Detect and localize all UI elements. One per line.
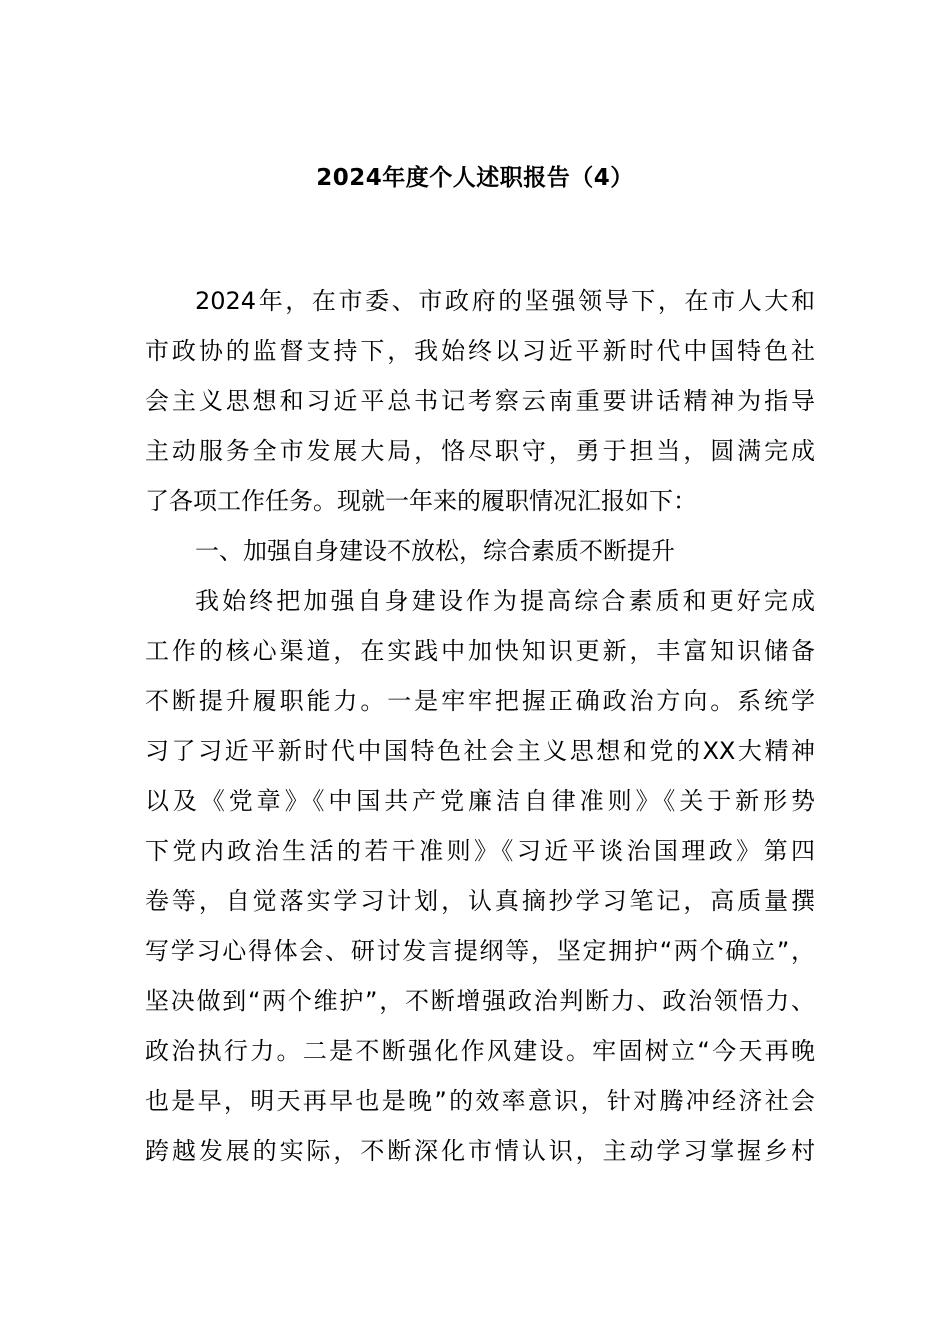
paragraph-line: 主动服务全市发展大局，恪尽职守，勇于担当，圆满完成 xyxy=(145,437,815,465)
paragraph-line: 下党内政治生活的若干准则》《习近平谈治国理政》第四 xyxy=(145,837,815,865)
paragraph-line: 坚决做到“两个维护”，不断增强政治判断力、政治领悟力、 xyxy=(145,987,815,1015)
paragraph-line: 不断提升履职能力。一是牢牢把握正确政治方向。系统学 xyxy=(145,687,815,715)
paragraph-line: 市政协的监督支持下，我始终以习近平新时代中国特色社 xyxy=(145,337,815,365)
paragraph-line: 我始终把加强自身建设作为提高综合素质和更好完成 xyxy=(195,587,815,615)
paragraph-line: 政治执行力。二是不断强化作风建设。牢固树立“今天再晚 xyxy=(145,1037,815,1065)
document-body xyxy=(145,276,815,1176)
paragraph-line: 了各项工作任务。现就一年来的履职情况汇报如下： xyxy=(145,487,697,515)
paragraph-line: 以及《党章》《中国共产党廉洁自律准则》《关于新形势 xyxy=(145,787,815,815)
paragraph-line: 工作的核心渠道，在实践中加快知识更新，丰富知识储备 xyxy=(145,637,815,665)
paragraph-line: 一、加强自身建设不放松，综合素质不断提升 xyxy=(195,537,675,565)
paragraph-line: 卷等，自觉落实学习计划，认真摘抄学习笔记，高质量撰 xyxy=(145,887,815,915)
paragraph-line: 会主义思想和习近平总书记考察云南重要讲话精神为指导 xyxy=(145,387,815,415)
paragraph-line: 2024年，在市委、市政府的坚强领导下，在市人大和 xyxy=(195,287,815,315)
document-title: 2024年度个人述职报告（4） xyxy=(316,165,634,191)
paragraph-line: 也是早，明天再早也是晚”的效率意识，针对腾冲经济社会 xyxy=(145,1087,815,1115)
paragraph-line: 习了习近平新时代中国特色社会主义思想和党的XX大精神 xyxy=(145,737,815,765)
paragraph-line: 跨越发展的实际，不断深化市情认识，主动学习掌握乡村 xyxy=(145,1137,815,1165)
paragraph-line: 写学习心得体会、研讨发言提纲等，坚定拥护“两个确立”， xyxy=(145,937,815,965)
